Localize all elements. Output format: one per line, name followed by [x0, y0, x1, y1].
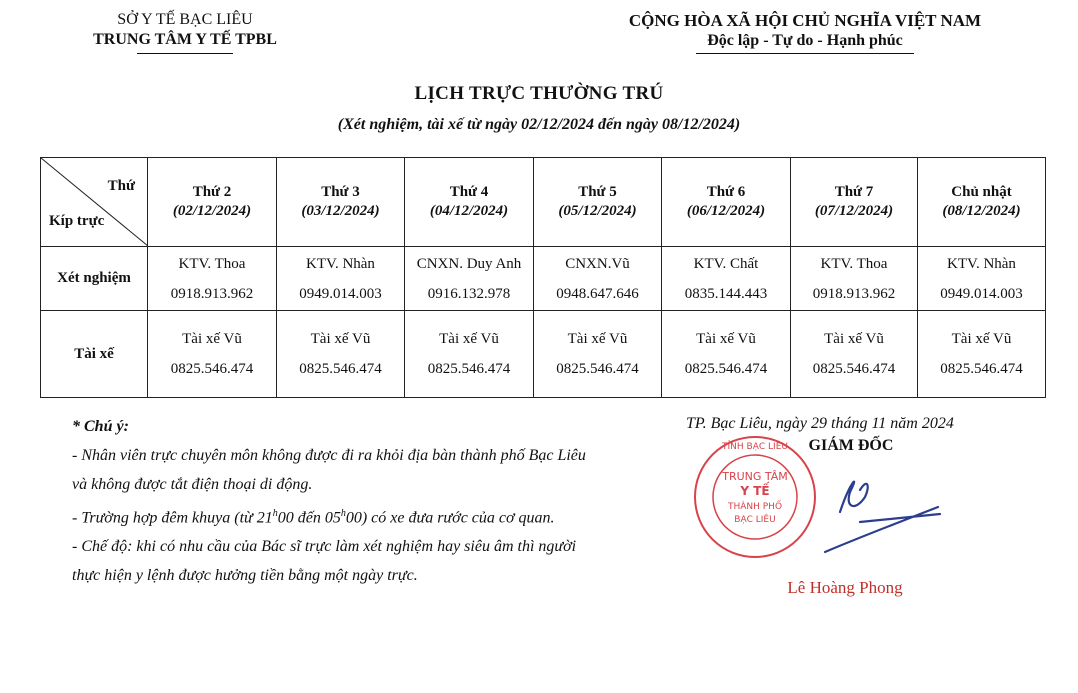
staff-phone: 0825.546.474: [556, 361, 639, 377]
note-sup: h: [272, 508, 278, 519]
note-line: - Chế độ: khi có nhu cầu của Bác sĩ trực làm xét nghiệm hay siêu âm thì người: [72, 538, 577, 556]
national-motto: Độc lập - Tự do - Hạnh phúc: [707, 32, 903, 49]
day-name: Thứ 4: [449, 184, 489, 200]
staff-phone: 0825.546.474: [170, 361, 254, 377]
note-text: 00) có xe đưa rước của cơ quan.: [345, 509, 555, 527]
org-underline: [137, 53, 233, 54]
staff-name: Tài xế Vũ: [439, 331, 499, 347]
staff-name: KTV. Chất: [693, 255, 759, 272]
note-sup: h: [340, 508, 346, 519]
day-date: (03/12/2024): [301, 203, 380, 219]
day-header: [918, 158, 1046, 247]
staff-phone: 0825.546.474: [427, 361, 511, 377]
schedule-table: [40, 157, 1046, 398]
staff-name: Tài xế Vũ: [182, 331, 242, 347]
corner-diagonal: [41, 158, 148, 246]
day-header: [148, 158, 277, 247]
signature-place-date: TP. Bạc Liêu, ngày 29 tháng 11 năm 2024: [686, 415, 954, 432]
handwritten-signature-icon: [820, 452, 960, 562]
staff-name: Tài xế Vũ: [824, 331, 884, 347]
day-header: [277, 158, 405, 247]
staff-phone: 0918.913.962: [812, 285, 896, 302]
staff-phone: 0825.546.474: [684, 361, 768, 377]
staff-name: KTV. Thoa: [820, 255, 888, 272]
org-header: [40, 10, 330, 54]
day-date: (08/12/2024): [942, 203, 1021, 219]
schedule-cell: [405, 311, 534, 398]
staff-name: CNXN.Vũ: [565, 255, 630, 272]
row-label: Xét nghiệm: [41, 247, 148, 311]
staff-name: KTV. Thoa: [178, 255, 246, 272]
note-line: - Nhân viên trực chuyên môn không được đi ra khỏi địa bàn thành phố Bạc Liêu: [72, 447, 586, 464]
svg-text:Y TẾ: Y TẾ: [740, 484, 770, 498]
staff-name: CNXN. Duy Anh: [416, 255, 522, 272]
schedule-cell: [791, 311, 918, 398]
svg-text:BẠC LIÊU: BẠC LIÊU: [734, 515, 776, 525]
signer-title: GIÁM ĐỐC: [808, 437, 894, 454]
staff-phone: 0949.014.003: [299, 285, 382, 302]
staff-name: Tài xế Vũ: [310, 331, 371, 347]
schedule-cell: [918, 247, 1046, 311]
day-name: Thứ 3: [321, 184, 360, 200]
corner-day-label: Thứ: [107, 178, 135, 194]
note-line: và không được tắt điện thoại di động.: [72, 476, 313, 493]
motto-underline: [696, 53, 914, 54]
day-date: (02/12/2024): [172, 203, 252, 219]
note-line: thực hiện y lệnh được hưởng tiền bằng một ngày trực.: [72, 567, 418, 585]
notes-heading: * Chú ý:: [72, 418, 129, 435]
row-label: Tài xế: [41, 311, 148, 398]
day-date: (06/12/2024): [686, 203, 766, 219]
note-line: [72, 499, 702, 532]
schedule-cell: [405, 247, 534, 311]
schedule-cell: [277, 247, 405, 311]
table-header-row: [41, 158, 1046, 247]
staff-name: Tài xế Vũ: [696, 331, 756, 347]
corner-cell: [41, 158, 148, 247]
svg-text:TỈNH BẠC LIÊU: TỈNH BẠC LIÊU: [722, 442, 788, 452]
day-date: (04/12/2024): [429, 203, 509, 219]
day-date: (05/12/2024): [558, 203, 637, 219]
day-header: [662, 158, 791, 247]
signer-name: Lê Hoàng Phong: [787, 578, 903, 597]
document-title: LỊCH TRỰC THƯỜNG TRÚ: [414, 83, 664, 104]
day-header: [405, 158, 534, 247]
staff-phone: 0949.014.003: [940, 285, 1023, 302]
table-row-lab: [41, 247, 1046, 311]
schedule-cell: [662, 311, 791, 398]
national-title: CỘNG HÒA XÃ HỘI CHỦ NGHĨA VIỆT NAM: [628, 11, 982, 30]
schedule-cell: [791, 247, 918, 311]
staff-name: KTV. Nhàn: [947, 255, 1016, 272]
schedule-cell: [534, 311, 662, 398]
staff-name: Tài xế Vũ: [567, 331, 628, 347]
svg-text:TRUNG TÂM: TRUNG TÂM: [722, 470, 788, 483]
day-name: Thứ 5: [578, 184, 617, 200]
day-name: Thứ 6: [706, 184, 746, 200]
schedule-cell: [148, 311, 277, 398]
schedule-cell: [277, 311, 405, 398]
table-row-driver: [41, 311, 1046, 398]
schedule-cell: [534, 247, 662, 311]
document-subtitle: (Xét nghiệm, tài xế từ ngày 02/12/2024 đến ngày 08/12/2024): [337, 116, 741, 133]
day-header: [791, 158, 918, 247]
org-department: SỞ Y TẾ BẠC LIÊU: [117, 11, 253, 28]
staff-phone: 0918.913.962: [170, 285, 254, 302]
national-header: [580, 10, 1030, 54]
staff-phone: 0825.546.474: [299, 361, 382, 377]
note-text: - Trường hợp đêm khuya (từ 21: [72, 509, 273, 527]
day-name: Chủ nhật: [951, 184, 1012, 200]
notes-section: [72, 412, 702, 590]
corner-shift-label: Kíp trực: [49, 213, 105, 229]
staff-name: KTV. Nhàn: [306, 255, 375, 272]
svg-text:THÀNH PHỐ: THÀNH PHỐ: [727, 502, 783, 512]
staff-phone: 0948.647.646: [556, 285, 639, 302]
staff-name: Tài xế Vũ: [951, 331, 1012, 347]
schedule-cell: [662, 247, 791, 311]
day-name: Thứ 7: [834, 184, 874, 200]
staff-phone: 0825.546.474: [940, 361, 1023, 377]
day-date: (07/12/2024): [814, 203, 894, 219]
note-text: 00 đến 05: [277, 509, 341, 527]
schedule-cell: [918, 311, 1046, 398]
schedule-cell: [148, 247, 277, 311]
day-header: [534, 158, 662, 247]
staff-phone: 0835.144.443: [684, 285, 768, 302]
staff-phone: 0916.132.978: [427, 285, 511, 302]
staff-phone: 0825.546.474: [812, 361, 896, 377]
day-name: Thứ 2: [192, 184, 232, 200]
org-center: TRUNG TÂM Y TẾ TPBL: [93, 31, 277, 48]
